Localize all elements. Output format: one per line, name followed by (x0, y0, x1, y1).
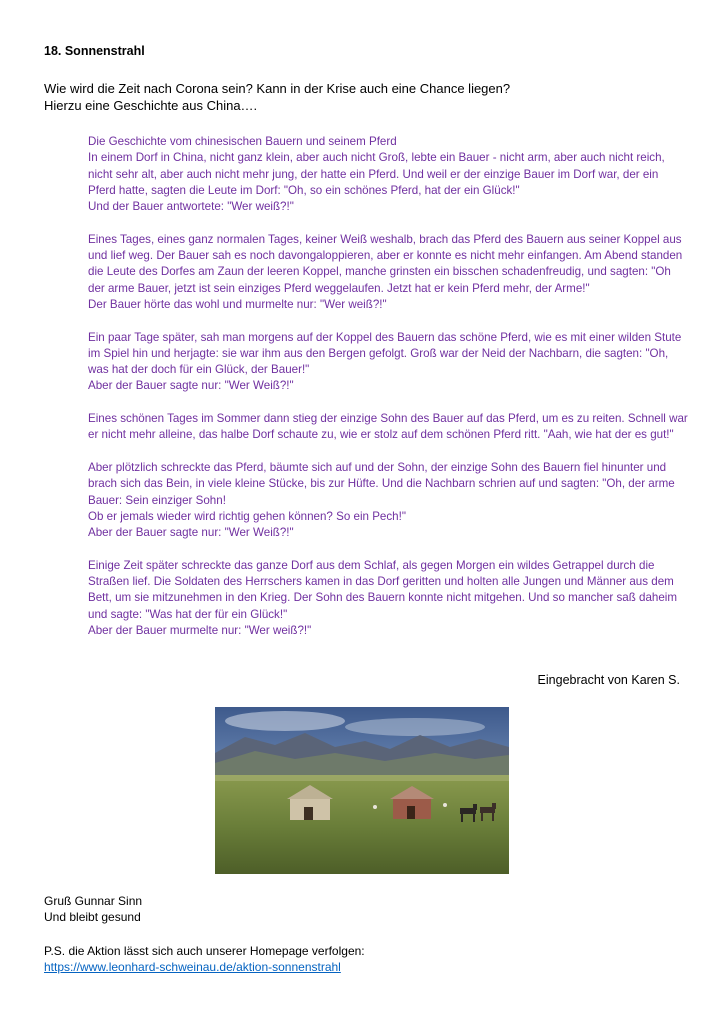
story-paragraph-4 (88, 411, 688, 444)
story-line: Einige Zeit später schreckte das ganze Dorf aus dem Schlaf, als gegen Morgen ein wildes Getrappel durch die Straßen lief. Die Soldaten des Herrschers kamen in das Dorf geritten und holten alle Jungen und Männer aus dem Bett, um sie mitzunehmen in den Krieg. Der Sohn des Bauern konnte nicht mitgehen. Und so mancher saß daheim und sagte: "Was hat der für ein Glück!" (88, 558, 678, 621)
intro-line-2: Hierzu eine Geschichte aus China…. (44, 98, 258, 113)
story-line: Aber der Bauer sagte nur: "Wer Weiß?!" (88, 379, 294, 393)
story-paragraph-3 (88, 330, 688, 395)
story-heading: Die Geschichte vom chinesischen Bauern und seinem Pferd (88, 135, 397, 148)
story-line: Eines Tages, eines ganz normalen Tages, keiner Weiß weshalb, brach das Pferd des Bauern aus seiner Koppel aus und lief weg. Der Bauer sah es noch davongaloppieren, aber er konnte es nicht mehr einfangen. Am Abend standen die Leute des Dorfes am Zaun der leeren Koppel, manche grinsten ein bisschen schadenfreudig, und sagten: "Oh der arme Bauer, jetzt ist sein einziges Pferd weggelaufen. Jetzt hat er kein Pferd mehr, der Arme!" (88, 232, 683, 295)
homepage-link[interactable]: https://www.leonhard-schweinau.de/aktion-sonnenstrahl (44, 960, 341, 974)
story-paragraph-5 (88, 460, 688, 541)
postscript (44, 943, 365, 975)
closing-block (44, 893, 142, 925)
story-block (88, 134, 688, 656)
story-line: Eines schönen Tages im Sommer dann stieg der einzige Sohn des Bauer auf das Pferd, um es zu reiten. Schnell war er nicht mehr alleine, das halbe Dorf schaute zu, wie er stolz auf dem schönen Pferd ritt. "Aah, wie hat der es gut!" (88, 412, 688, 442)
story-line: Aber plötzlich schreckte das Pferd, bäumte sich auf und der Sohn, der einzige Sohn des Bauern fiel hinunter und brach sich das Bein, in viele kleine Stücke, bis zur Hüfte. Und die Nachbarn schrien auf und sagten: "Oh, der arme Bauer: Sein einziger Sohn! (88, 460, 675, 507)
credit-line: Eingebracht von Karen S. (537, 673, 680, 687)
farewell: Und bleibt gesund (44, 910, 141, 924)
intro-text (44, 80, 510, 114)
story-line: Aber der Bauer sagte nur: "Wer Weiß?!" (88, 526, 294, 540)
story-line: Ein paar Tage später, sah man morgens auf der Koppel des Bauern das schöne Pferd, wie es mit einer wilden Stute im Spiel hin und herjagte: sie war ihm aus den Bergen gefolgt. Groß war der Neid der Nachbarn, die sagten: "Oh, was hat der doch für ein Glück, der Bauer!" (88, 330, 682, 377)
story-paragraph-2 (88, 232, 688, 313)
story-paragraph-1 (88, 134, 688, 215)
greeting: Gruß Gunnar Sinn (44, 894, 143, 908)
story-line: Aber der Bauer murmelte nur: "Wer weiß?!" (88, 623, 312, 637)
document-title: 18. Sonnenstrahl (44, 44, 145, 58)
story-line: Ob er jemals wieder wird richtig gehen können? So ein Pech!" (88, 509, 406, 523)
story-line: In einem Dorf in China, nicht ganz klein, aber auch nicht Groß, lebte ein Bauer - nicht arm, aber auch nicht reich, nicht sehr alt, aber auch nicht mehr jung, der hatte ein Pferd. Und weil er der einzige Bauer im Dorf war, der ein Pferd hatte, sagten die Leute im Dorf: "Oh, so ein schönes Pferd, hat der ein Glück!" (88, 151, 665, 197)
steppe-yurt-photo (215, 707, 509, 874)
story-line: Der Bauer hörte das wohl und murmelte nur: "Wer weiß?!" (88, 297, 387, 311)
story-line: Und der Bauer antwortete: "Wer weiß?!" (88, 200, 294, 214)
postscript-text: P.S. die Aktion lässt sich auch unserer Homepage verfolgen: (44, 944, 365, 958)
intro-line-1: Wie wird die Zeit nach Corona sein? Kann in der Krise auch eine Chance liegen? (44, 81, 511, 96)
story-paragraph-6 (88, 558, 688, 639)
